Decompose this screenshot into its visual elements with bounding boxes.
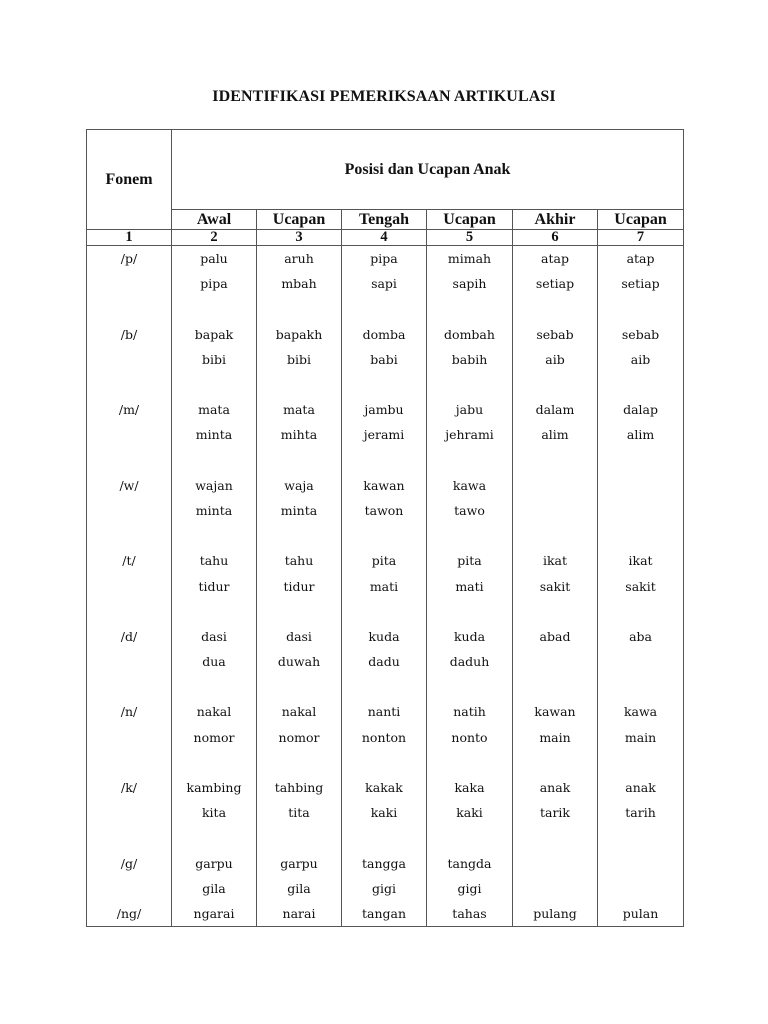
- word-cell: minta: [257, 498, 342, 523]
- table-row: [87, 851, 684, 876]
- word-cell: jehrami: [427, 422, 513, 447]
- word-cell: nomor: [172, 725, 257, 750]
- word-cell: [513, 473, 598, 498]
- table-row: [87, 397, 684, 422]
- word-cell: [172, 750, 257, 775]
- phoneme-cell: [87, 800, 172, 825]
- word-cell: mbah: [257, 271, 342, 296]
- column-number: 5: [427, 230, 513, 246]
- phoneme-cell: /k/: [87, 775, 172, 800]
- word-cell: kaki: [427, 800, 513, 825]
- word-cell: garpu: [257, 851, 342, 876]
- word-cell: tahu: [172, 548, 257, 573]
- table-row: [87, 422, 684, 447]
- word-cell: tawon: [342, 498, 427, 523]
- word-cell: dalam: [513, 397, 598, 422]
- word-cell: setiap: [598, 271, 684, 296]
- document-title: IDENTIFIKASI PEMERIKSAAN ARTIKULASI: [212, 88, 556, 105]
- word-cell: dasi: [172, 624, 257, 649]
- word-cell: [513, 523, 598, 548]
- word-cell: [427, 674, 513, 699]
- phoneme-cell: [87, 271, 172, 296]
- word-cell: tawo: [427, 498, 513, 523]
- word-cell: jambu: [342, 397, 427, 422]
- word-cell: sakit: [513, 573, 598, 598]
- column-header-ucapan-1: Ucapan: [257, 210, 342, 230]
- word-cell: pulang: [513, 901, 598, 927]
- word-cell: main: [598, 725, 684, 750]
- word-cell: [513, 750, 598, 775]
- word-cell: kawa: [598, 699, 684, 724]
- word-cell: [342, 599, 427, 624]
- word-cell: nonto: [427, 725, 513, 750]
- word-cell: dalap: [598, 397, 684, 422]
- phoneme-cell: [87, 498, 172, 523]
- table-row: [87, 372, 684, 397]
- word-cell: tahu: [257, 548, 342, 573]
- word-cell: ngarai: [172, 901, 257, 927]
- word-cell: [598, 523, 684, 548]
- word-cell: [598, 473, 684, 498]
- word-cell: bapakh: [257, 322, 342, 347]
- column-number: 7: [598, 230, 684, 246]
- word-cell: [513, 851, 598, 876]
- word-cell: anak: [513, 775, 598, 800]
- table-row: [87, 674, 684, 699]
- word-cell: abad: [513, 624, 598, 649]
- table-row: [87, 246, 684, 272]
- word-cell: [342, 523, 427, 548]
- table-row: [87, 901, 684, 927]
- table-row: [87, 322, 684, 347]
- word-cell: dombah: [427, 322, 513, 347]
- word-cell: [342, 296, 427, 321]
- word-cell: pulan: [598, 901, 684, 927]
- word-cell: alim: [598, 422, 684, 447]
- word-cell: mihta: [257, 422, 342, 447]
- table-row: [87, 624, 684, 649]
- word-cell: [257, 372, 342, 397]
- word-cell: dasi: [257, 624, 342, 649]
- table-row: [87, 649, 684, 674]
- word-cell: aib: [598, 347, 684, 372]
- table-row: [87, 347, 684, 372]
- word-cell: waja: [257, 473, 342, 498]
- word-cell: bibi: [172, 347, 257, 372]
- column-number: 6: [513, 230, 598, 246]
- phoneme-cell: /p/: [87, 246, 172, 272]
- word-cell: aba: [598, 624, 684, 649]
- word-cell: tangga: [342, 851, 427, 876]
- table-header: [87, 130, 684, 246]
- word-cell: babih: [427, 347, 513, 372]
- word-cell: pipa: [172, 271, 257, 296]
- word-cell: mata: [257, 397, 342, 422]
- table-row: [87, 548, 684, 573]
- word-cell: [598, 296, 684, 321]
- word-cell: main: [513, 725, 598, 750]
- phoneme-cell: [87, 876, 172, 901]
- word-cell: sebab: [598, 322, 684, 347]
- phoneme-cell: [87, 372, 172, 397]
- word-cell: jabu: [427, 397, 513, 422]
- column-header-awal: Awal: [172, 210, 257, 230]
- articulation-table: [86, 129, 684, 927]
- word-cell: kuda: [427, 624, 513, 649]
- word-cell: [257, 674, 342, 699]
- word-cell: [427, 372, 513, 397]
- word-cell: [598, 599, 684, 624]
- word-cell: [257, 825, 342, 850]
- word-cell: [598, 851, 684, 876]
- word-cell: gila: [172, 876, 257, 901]
- word-cell: [513, 674, 598, 699]
- word-cell: [513, 372, 598, 397]
- word-cell: [598, 498, 684, 523]
- phoneme-cell: [87, 725, 172, 750]
- word-cell: tahas: [427, 901, 513, 927]
- word-cell: wajan: [172, 473, 257, 498]
- word-cell: [257, 523, 342, 548]
- word-cell: kaka: [427, 775, 513, 800]
- word-cell: [172, 825, 257, 850]
- word-cell: aruh: [257, 246, 342, 272]
- word-cell: [598, 649, 684, 674]
- phoneme-cell: [87, 599, 172, 624]
- phoneme-cell: [87, 674, 172, 699]
- word-cell: jerami: [342, 422, 427, 447]
- word-cell: [172, 523, 257, 548]
- word-cell: aib: [513, 347, 598, 372]
- word-cell: [598, 750, 684, 775]
- word-cell: [598, 674, 684, 699]
- word-cell: [598, 876, 684, 901]
- phoneme-cell: [87, 573, 172, 598]
- word-cell: nakal: [257, 699, 342, 724]
- phoneme-cell: /m/: [87, 397, 172, 422]
- header-fonem: Fonem: [87, 130, 172, 230]
- table-row: [87, 750, 684, 775]
- word-cell: gila: [257, 876, 342, 901]
- word-cell: [513, 296, 598, 321]
- table-row: [87, 573, 684, 598]
- word-cell: pita: [427, 548, 513, 573]
- word-cell: [513, 448, 598, 473]
- word-cell: tangan: [342, 901, 427, 927]
- word-cell: duwah: [257, 649, 342, 674]
- word-cell: atap: [513, 246, 598, 272]
- word-cell: nonton: [342, 725, 427, 750]
- table-row: [87, 800, 684, 825]
- word-cell: [172, 372, 257, 397]
- word-cell: dadu: [342, 649, 427, 674]
- phoneme-cell: [87, 422, 172, 447]
- table-row: [87, 271, 684, 296]
- word-cell: mati: [427, 573, 513, 598]
- word-cell: tidur: [172, 573, 257, 598]
- phoneme-cell: /b/: [87, 322, 172, 347]
- table-body: [87, 246, 684, 927]
- word-cell: daduh: [427, 649, 513, 674]
- table-row: [87, 825, 684, 850]
- word-cell: nakal: [172, 699, 257, 724]
- phoneme-cell: [87, 523, 172, 548]
- phoneme-cell: [87, 825, 172, 850]
- word-cell: kawa: [427, 473, 513, 498]
- table-row: [87, 523, 684, 548]
- phoneme-cell: /t/: [87, 548, 172, 573]
- word-cell: [172, 599, 257, 624]
- table-row: [87, 775, 684, 800]
- word-cell: [257, 448, 342, 473]
- table-row: [87, 599, 684, 624]
- table-row: [87, 448, 684, 473]
- word-cell: kaki: [342, 800, 427, 825]
- word-cell: tarih: [598, 800, 684, 825]
- word-cell: [513, 876, 598, 901]
- column-header-tengah: Tengah: [342, 210, 427, 230]
- table-row: [87, 296, 684, 321]
- word-cell: minta: [172, 422, 257, 447]
- word-cell: [427, 750, 513, 775]
- table-row: [87, 699, 684, 724]
- phoneme-cell: /g/: [87, 851, 172, 876]
- word-cell: palu: [172, 246, 257, 272]
- phoneme-cell: /w/: [87, 473, 172, 498]
- word-cell: [598, 372, 684, 397]
- word-cell: domba: [342, 322, 427, 347]
- word-cell: [598, 448, 684, 473]
- table-row: [87, 725, 684, 750]
- word-cell: kuda: [342, 624, 427, 649]
- word-cell: babi: [342, 347, 427, 372]
- word-cell: alim: [513, 422, 598, 447]
- word-cell: sakit: [598, 573, 684, 598]
- phoneme-cell: [87, 750, 172, 775]
- word-cell: sapi: [342, 271, 427, 296]
- word-cell: [513, 498, 598, 523]
- word-cell: pipa: [342, 246, 427, 272]
- word-cell: ikat: [598, 548, 684, 573]
- column-number: 4: [342, 230, 427, 246]
- word-cell: tidur: [257, 573, 342, 598]
- word-cell: [172, 448, 257, 473]
- phoneme-cell: [87, 296, 172, 321]
- word-cell: mata: [172, 397, 257, 422]
- phoneme-cell: /n/: [87, 699, 172, 724]
- word-cell: [342, 750, 427, 775]
- word-cell: garpu: [172, 851, 257, 876]
- column-number: 2: [172, 230, 257, 246]
- column-header-ucapan-2: Ucapan: [427, 210, 513, 230]
- word-cell: sapih: [427, 271, 513, 296]
- word-cell: nanti: [342, 699, 427, 724]
- word-cell: tangda: [427, 851, 513, 876]
- column-header-ucapan-3: Ucapan: [598, 210, 684, 230]
- phoneme-cell: /d/: [87, 624, 172, 649]
- word-cell: [342, 674, 427, 699]
- phoneme-cell: [87, 347, 172, 372]
- phoneme-cell: [87, 649, 172, 674]
- table-row: [87, 473, 684, 498]
- column-header-akhir: Akhir: [513, 210, 598, 230]
- word-cell: sebab: [513, 322, 598, 347]
- word-cell: minta: [172, 498, 257, 523]
- word-cell: mati: [342, 573, 427, 598]
- word-cell: anak: [598, 775, 684, 800]
- word-cell: [257, 599, 342, 624]
- column-number: 1: [87, 230, 172, 246]
- phoneme-cell: /ng/: [87, 901, 172, 927]
- word-cell: narai: [257, 901, 342, 927]
- word-cell: kambing: [172, 775, 257, 800]
- word-cell: [342, 825, 427, 850]
- word-cell: dua: [172, 649, 257, 674]
- word-cell: pita: [342, 548, 427, 573]
- word-cell: gigi: [427, 876, 513, 901]
- table-row: [87, 498, 684, 523]
- word-cell: [427, 825, 513, 850]
- word-cell: [342, 448, 427, 473]
- word-cell: [427, 523, 513, 548]
- word-cell: natih: [427, 699, 513, 724]
- word-cell: ikat: [513, 548, 598, 573]
- word-cell: kita: [172, 800, 257, 825]
- word-cell: [342, 372, 427, 397]
- word-cell: tahbing: [257, 775, 342, 800]
- phoneme-cell: [87, 448, 172, 473]
- word-cell: kawan: [513, 699, 598, 724]
- word-cell: kawan: [342, 473, 427, 498]
- word-cell: [513, 599, 598, 624]
- word-cell: [172, 674, 257, 699]
- word-cell: mimah: [427, 246, 513, 272]
- word-cell: [427, 599, 513, 624]
- word-cell: tita: [257, 800, 342, 825]
- word-cell: bapak: [172, 322, 257, 347]
- word-cell: [257, 296, 342, 321]
- word-cell: tarik: [513, 800, 598, 825]
- column-number: 3: [257, 230, 342, 246]
- word-cell: gigi: [342, 876, 427, 901]
- word-cell: [598, 825, 684, 850]
- word-cell: [513, 825, 598, 850]
- word-cell: atap: [598, 246, 684, 272]
- word-cell: kakak: [342, 775, 427, 800]
- word-cell: [427, 448, 513, 473]
- word-cell: [513, 649, 598, 674]
- word-cell: nomor: [257, 725, 342, 750]
- word-cell: [172, 296, 257, 321]
- word-cell: [257, 750, 342, 775]
- table-row: [87, 876, 684, 901]
- word-cell: [427, 296, 513, 321]
- word-cell: bibi: [257, 347, 342, 372]
- word-cell: setiap: [513, 271, 598, 296]
- header-posisi: Posisi dan Ucapan Anak: [172, 130, 684, 210]
